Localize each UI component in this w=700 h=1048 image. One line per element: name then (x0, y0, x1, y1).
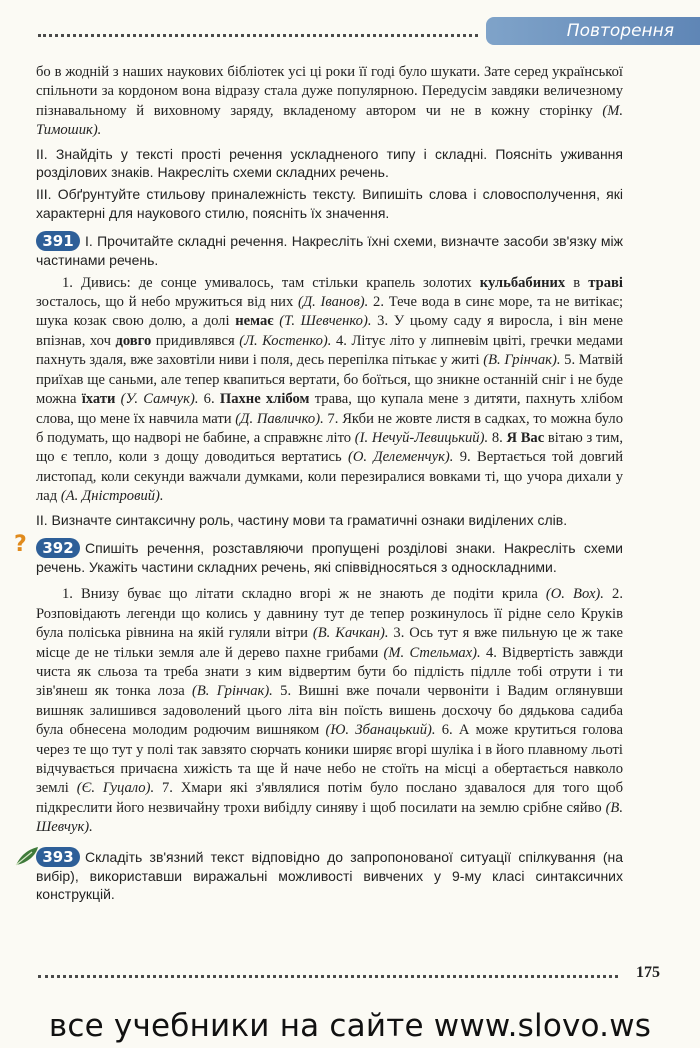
source-citation: (Д. Іванов). (298, 294, 369, 311)
highlighted-word: Вас (520, 429, 545, 446)
highlighted-word: довго (115, 332, 152, 349)
site-footer-text: все учебники на сайте www.slovo.ws (48, 1008, 652, 1044)
source-citation: (В. Шевчук). (36, 799, 623, 836)
leaf-icon (14, 843, 40, 869)
source-citation: (У. Самчук). (120, 391, 199, 408)
exercise-391-badge: 391 (36, 231, 80, 251)
text-run: 1. Дивись: де сонце умивалось, там стільки крапель золотих (62, 274, 480, 291)
highlighted-word: їхати (81, 391, 116, 408)
source-citation: (М. Стельмах). (383, 644, 481, 661)
exercise-391 (36, 231, 623, 269)
text-run: 4. Відвертість завжди чиста як сльоза та треба знати з ким відвертим бути бо підлість підлле тобі отрути і ти зів'янеш як тонка лоза (36, 644, 623, 700)
question-icon: ? (14, 531, 27, 557)
source-citation: (Л. Костенко). (239, 332, 332, 349)
source-citation: (Є. Гуцало). (76, 780, 155, 797)
highlighted-word: траві (588, 274, 623, 291)
exercise-392-badge: 392 (36, 538, 80, 558)
source-citation: (І. Нечуй-Левицький). (354, 429, 489, 446)
exercise-393-task (36, 847, 623, 904)
top-dotted-rule (38, 34, 478, 37)
highlighted-word: Я (506, 429, 517, 446)
source-citation: (О. Вох). (545, 586, 604, 603)
section-tab: Повторення (486, 17, 700, 45)
exercise-392-task-text: Спишіть речення, розставляючи пропущені розділові знаки. Накресліть схеми речень. Укажіть частини складних речень, які співвідносяться з односкладними. (36, 539, 623, 575)
exercise-391-task-text: I. Прочитайте складні речення. Накресліть їхні схеми, визначте засоби зв'язку між частинами речень. (36, 233, 623, 269)
prev-task-2: II. Знайдіть у тексті прості речення ускладненого типу і складні. Поясніть уживання розділових знаків. Накресліть схеми складних речень. (36, 145, 623, 181)
text-run: 5. Вишні вже почали червоніти і Вадим оглянувши вишняк залишився задоволений цього літа він поїсть вишень досхочу бо дядькова садиба була обнесена молодим родючим вишняком (36, 683, 623, 739)
intro-text: бо в жодній з наших наукових бібліотек усі ці роки її годі було шукати. Зате серед української спільноти за кордоном вона відразу стала дуже популярною. Передусім завдяки величезному пізнавальному й виховному заряду, вкладеному автором чи не в кожну сторінку (36, 64, 623, 119)
intro-paragraph (36, 63, 623, 141)
exercise-391-body (36, 274, 623, 507)
bottom-dotted-rule (38, 975, 618, 978)
text-run: 7. Хмари які з'являлися потім було послано здавалося для того щоб підкреслити його незвичайну трохи вибiдлу синяву і щоб посилати на землю срібне сяйво (36, 780, 623, 816)
exercise-393 (36, 847, 623, 904)
exercise-391-task (36, 231, 623, 269)
exercise-393-badge: 393 (36, 847, 80, 867)
text-run: 4. Літує літо у липневім цвіті, гречки медами пахнуть здаля, вже заховтіли ниви і поля, десь перепілка пітькає у житі (36, 332, 623, 369)
text-run: 3. У цьому саду я виросла, і він мене впізнав, хоч (36, 313, 623, 349)
text-run: 2. Тече вода в синє море, та не витікає; шука козак свою долю, а долі (36, 294, 623, 330)
page-content (14, 63, 624, 903)
source-citation: (Ю. Збанацький). (325, 722, 436, 739)
source-citation: (О. Делеменчук). (348, 449, 454, 466)
highlighted-word: немає (235, 313, 274, 330)
text-run: 6. А може крутиться голова через те що тут у полі так завзято сюрчать коники ширяє вгорі шуліка і в його плавному льоті відчувається причаєна хижість та ще й наче небо не стоїть на місці а обертається навколо землі (36, 722, 623, 797)
intro-author: (М. Тимошик). (36, 102, 623, 139)
prev-task-3: III. Обґрунтуйте стильову приналежність тексту. Випишіть слова і словосполучення, які характерні для наукового стилю, поясніть їх значення. (36, 186, 623, 221)
text-run: в (565, 274, 589, 291)
exercise-392 (14, 531, 623, 576)
text-run: придивлявся (151, 332, 240, 349)
highlighted-word: кульбабиних (479, 274, 566, 291)
text-run: 6. (198, 391, 220, 408)
source-citation: (Д. Павличко). (235, 410, 324, 427)
exercise-392-task (36, 538, 623, 576)
text-run: 5. Матвій приїхав ще саньми, але тепер квапиться вертати, бо боїться, що зникне останній сніг і не буде можна (36, 352, 623, 408)
exercise-393-task-text: Складіть зв'язний текст відповідно до запропонованої ситуації спілкування (на вибір), використавши виражальні можливості вивчених у 9-му класі синтаксичних конструкцій. (36, 848, 623, 903)
text-run: 8. (488, 429, 507, 446)
text-run: 7. Якби не жовте листя в садках, то можна було б подумать, що надворі не бабине, а справжнє літо (36, 410, 624, 446)
text-run: 2. Розповідають легенди що колись у давнину тут де тепер розкинулось її рідне село Круків була поліська рівнина на якій гуляли вітри (36, 586, 623, 642)
exercise-392-body (36, 585, 623, 837)
source-citation: (В. Качкан). (312, 625, 389, 642)
source-citation: (А. Дністровий). (60, 488, 164, 505)
text-run: зосталось, що й небо мружиться від них (36, 294, 299, 311)
source-citation: (Т. Шевченко). (279, 313, 372, 330)
page-number: 175 (636, 964, 660, 981)
highlighted-word: Пахне хлібом (219, 391, 310, 408)
source-citation: (В. Грінчак). (483, 352, 561, 369)
source-citation: (В. Грінчак). (192, 683, 273, 700)
exercise-391-task-2: II. Визначте синтаксичну роль, частину мови та граматичні ознаки виділених слів. (36, 511, 568, 528)
text-run: 1. Внизу буває що літати складно вгорі ж не знають де подіти крила (62, 586, 546, 603)
text-run: 9. Вертається той довгий листопад, коли секунди важчали думками, коли перезиралися вовками ті, що учора дихали у лад (36, 449, 624, 505)
text-run: вітаю з тим, що є тепло, коли з дощу доводиться вертатись (36, 429, 623, 466)
text-run: 3. Ось тут я вже пильную це ж таке місце де не тільки земля але й дерево пахне грибами (36, 625, 623, 661)
text-run: трава, що купала мене з дитяти, пахнуть хлібом слова, що мене їх навчила мати (36, 391, 623, 427)
